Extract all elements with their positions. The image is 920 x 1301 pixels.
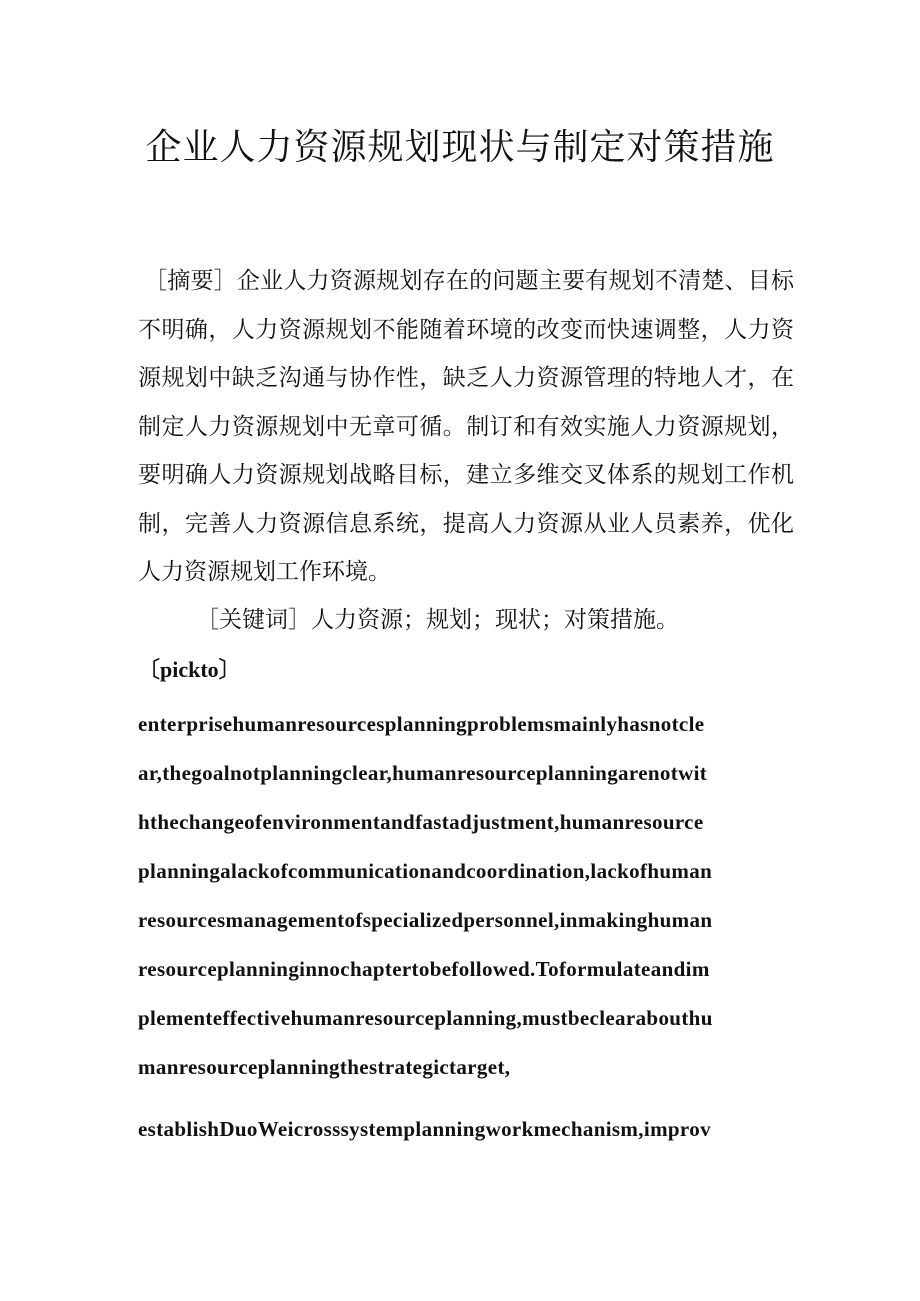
english-line: manresourceplanningthestrategictarget,: [138, 1055, 511, 1079]
abstract-paragraph: ［摘要］企业人力资源规划存在的问题主要有规划不清楚、目标不明确，人力资源规划不能随着环境的改变而快速调整，人力资源规划中缺乏沟通与协作性，缺乏人力资源管理的特地人才，在制定人力资源规划中无章可循。制订和有效实施人力资源规划，要明确人力资源规划战略目标，建立多维交叉体系的规划工作机制，完善人力资源信息系统，提高人力资源从业人员素养，优化人力资源规划工作环境。: [138, 268, 794, 585]
english-line: resourceplanninginnochaptertobefollowed.Toformulateandim: [138, 957, 710, 981]
english-line: planningalackofcommunicationandcoordination,lackofhuman: [138, 859, 713, 883]
english-abstract-continuation: [138, 1105, 794, 1154]
english-line: resourcesmanagementofspecializedpersonnel,inmakinghuman: [138, 908, 713, 932]
english-line: enterprisehumanresourcesplanningproblemsmainlyhasnotcle: [138, 712, 705, 736]
english-line: plementeffectivehumanresourceplanning,mustbeclearabouthu: [138, 1006, 713, 1030]
english-line: hthechangeofenvironmentandfastadjustment,humanresource: [138, 810, 704, 834]
english-line: ar,thegoalnotplanningclear,humanresourceplanningarenotwit: [138, 761, 708, 785]
keywords-paragraph: ［关键词］人力资源；规划；现状；对策措施。: [196, 607, 679, 633]
english-abstract-label: 〔pickto〕: [138, 657, 241, 682]
document-title: 企业人力资源规划现状与制定对策措施: [145, 127, 775, 168]
english-abstract-body: [138, 700, 794, 1092]
english-line: establishDuoWeicrosssystemplanningworkmechanism,improv: [138, 1117, 711, 1141]
